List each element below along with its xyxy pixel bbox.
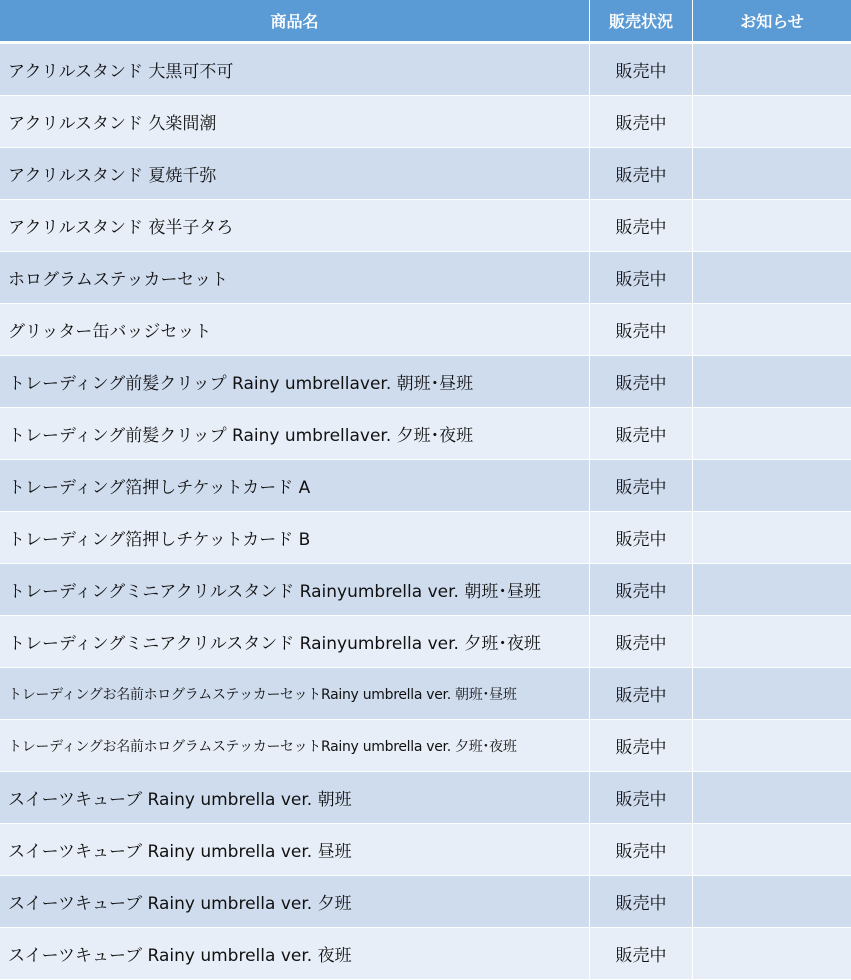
notice-cell [693,408,851,460]
status-cell: 販売中 [590,720,693,772]
table-row [0,928,851,980]
status-cell: 販売中 [590,512,693,564]
product-name-cell: トレーディング箔押しチケットカード B [0,512,590,564]
header-row [0,0,851,44]
status-cell: 販売中 [590,252,693,304]
status-cell: 販売中 [590,356,693,408]
table-row [0,44,851,96]
table-row [0,148,851,200]
status-cell: 販売中 [590,460,693,512]
product-name-cell: トレーディングお名前ホログラムステッカーセットRainy umbrella ver. 夕班･夜班 [0,720,590,772]
product-name-cell: トレーディングミニアクリルスタンド Rainyumbrella ver. 朝班･昼班 [0,564,590,616]
product-name-cell: ホログラムステッカーセット [0,252,590,304]
product-name-cell: アクリルスタンド 久楽間潮 [0,96,590,148]
notice-cell [693,148,851,200]
table-row [0,460,851,512]
status-cell: 販売中 [590,408,693,460]
table-row [0,876,851,928]
notice-cell [693,564,851,616]
status-cell: 販売中 [590,668,693,720]
notice-cell [693,512,851,564]
notice-cell [693,720,851,772]
table-row [0,772,851,824]
notice-cell [693,304,851,356]
status-cell: 販売中 [590,200,693,252]
product-name-cell: トレーディング前髪クリップ Rainy umbrellaver. 朝班･昼班 [0,356,590,408]
table-header [0,0,851,44]
notice-cell [693,200,851,252]
product-name-cell: アクリルスタンド 大黒可不可 [0,44,590,96]
table-row [0,96,851,148]
product-name-cell: グリッター缶バッジセット [0,304,590,356]
table-row [0,668,851,720]
status-cell: 販売中 [590,44,693,96]
notice-cell [693,460,851,512]
notice-cell [693,356,851,408]
status-cell: 販売中 [590,616,693,668]
table-row [0,616,851,668]
table-row [0,200,851,252]
product-name-cell: スイーツキューブ Rainy umbrella ver. 夜班 [0,928,590,980]
table-row [0,408,851,460]
status-cell: 販売中 [590,96,693,148]
product-name-cell: アクリルスタンド 夏焼千弥 [0,148,590,200]
product-name-cell: トレーディングミニアクリルスタンド Rainyumbrella ver. 夕班･夜班 [0,616,590,668]
status-cell: 販売中 [590,772,693,824]
header-product-name: 商品名 [0,0,590,44]
notice-cell [693,928,851,980]
notice-cell [693,252,851,304]
notice-cell [693,772,851,824]
product-name-cell: スイーツキューブ Rainy umbrella ver. 朝班 [0,772,590,824]
table-row [0,720,851,772]
product-name-cell: トレーディングお名前ホログラムステッカーセットRainy umbrella ver. 朝班･昼班 [0,668,590,720]
table-row [0,304,851,356]
notice-cell [693,616,851,668]
notice-cell [693,876,851,928]
status-cell: 販売中 [590,824,693,876]
notice-cell [693,44,851,96]
header-notice: お知らせ [693,0,851,44]
table-body [0,44,851,980]
table-row [0,564,851,616]
header-sales-status: 販売状況 [590,0,693,44]
table-row [0,512,851,564]
status-cell: 販売中 [590,564,693,616]
product-name-cell: スイーツキューブ Rainy umbrella ver. 昼班 [0,824,590,876]
status-cell: 販売中 [590,876,693,928]
notice-cell [693,668,851,720]
status-cell: 販売中 [590,928,693,980]
notice-cell [693,824,851,876]
product-name-cell: スイーツキューブ Rainy umbrella ver. 夕班 [0,876,590,928]
table-row [0,824,851,876]
table-row [0,356,851,408]
notice-cell [693,96,851,148]
product-name-cell: トレーディング前髪クリップ Rainy umbrellaver. 夕班･夜班 [0,408,590,460]
status-cell: 販売中 [590,148,693,200]
product-name-cell: トレーディング箔押しチケットカード A [0,460,590,512]
table-row [0,252,851,304]
product-name-cell: アクリルスタンド 夜半子タろ [0,200,590,252]
status-cell: 販売中 [590,304,693,356]
